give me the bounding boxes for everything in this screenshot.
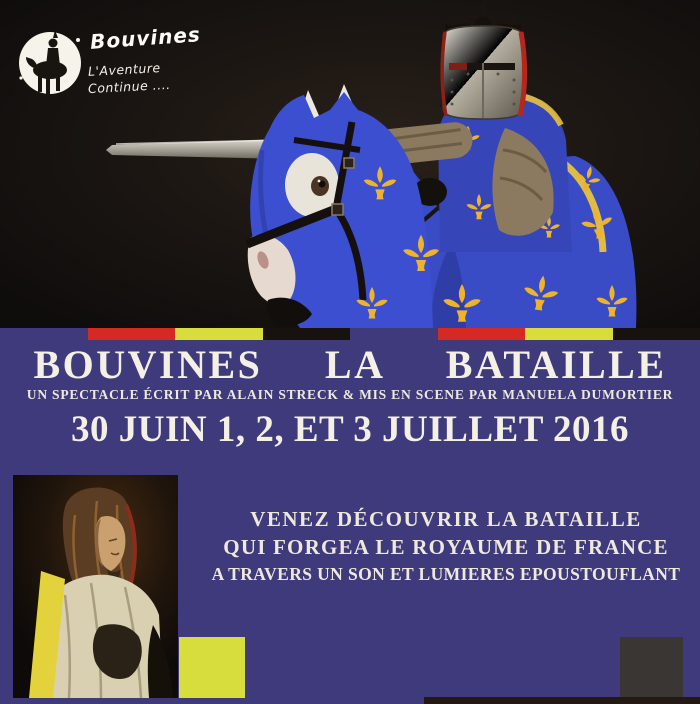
pitch-line-1: VENEZ DÉCOUVRIR LA BATAILLE [250,507,642,531]
performer-illustration [13,475,178,698]
purple-band [0,340,700,704]
logo-tagline-line2: Continue .... [87,76,171,97]
strip-segment [88,328,176,340]
lime-square [179,637,245,698]
strip-segment [350,328,438,340]
logo-tagline-line1: L'Aventure [87,60,161,79]
poster-dates: 30 JUIN 1, 2, ET 3 JUILLET 2016 [71,409,629,450]
strip-segment [0,328,88,340]
pitch-text [200,505,692,588]
bouvines-logo [12,18,232,118]
poster-subtitle: UN SPECTACLE ÉCRIT PAR ALAIN STRECK & MIS EN SCENE PAR MANUELA DUMORTIER [26,387,674,402]
pitch-line-3: A TRAVERS UN SON ET LUMIERES EPOUSTOUFLANT [211,564,681,584]
strip-segment [613,328,700,340]
knight-helmet [440,2,527,119]
gray-square [620,637,683,697]
logo-brand: Bouvines [89,22,202,54]
strip-segment [263,328,351,340]
strip-segment [525,328,613,340]
poster-title: BOUVINES LA BATAILLE [33,342,667,387]
knight-photo [0,0,700,328]
knight-logo-icon [12,18,87,108]
strip-segment [175,328,263,340]
strip-segment [438,328,526,340]
pitch-line-2: QUI FORGEA LE ROYAUME DE FRANCE [223,535,669,559]
performer-photo [13,475,178,698]
bottom-photo-strip [424,697,700,704]
color-strip [0,328,700,340]
